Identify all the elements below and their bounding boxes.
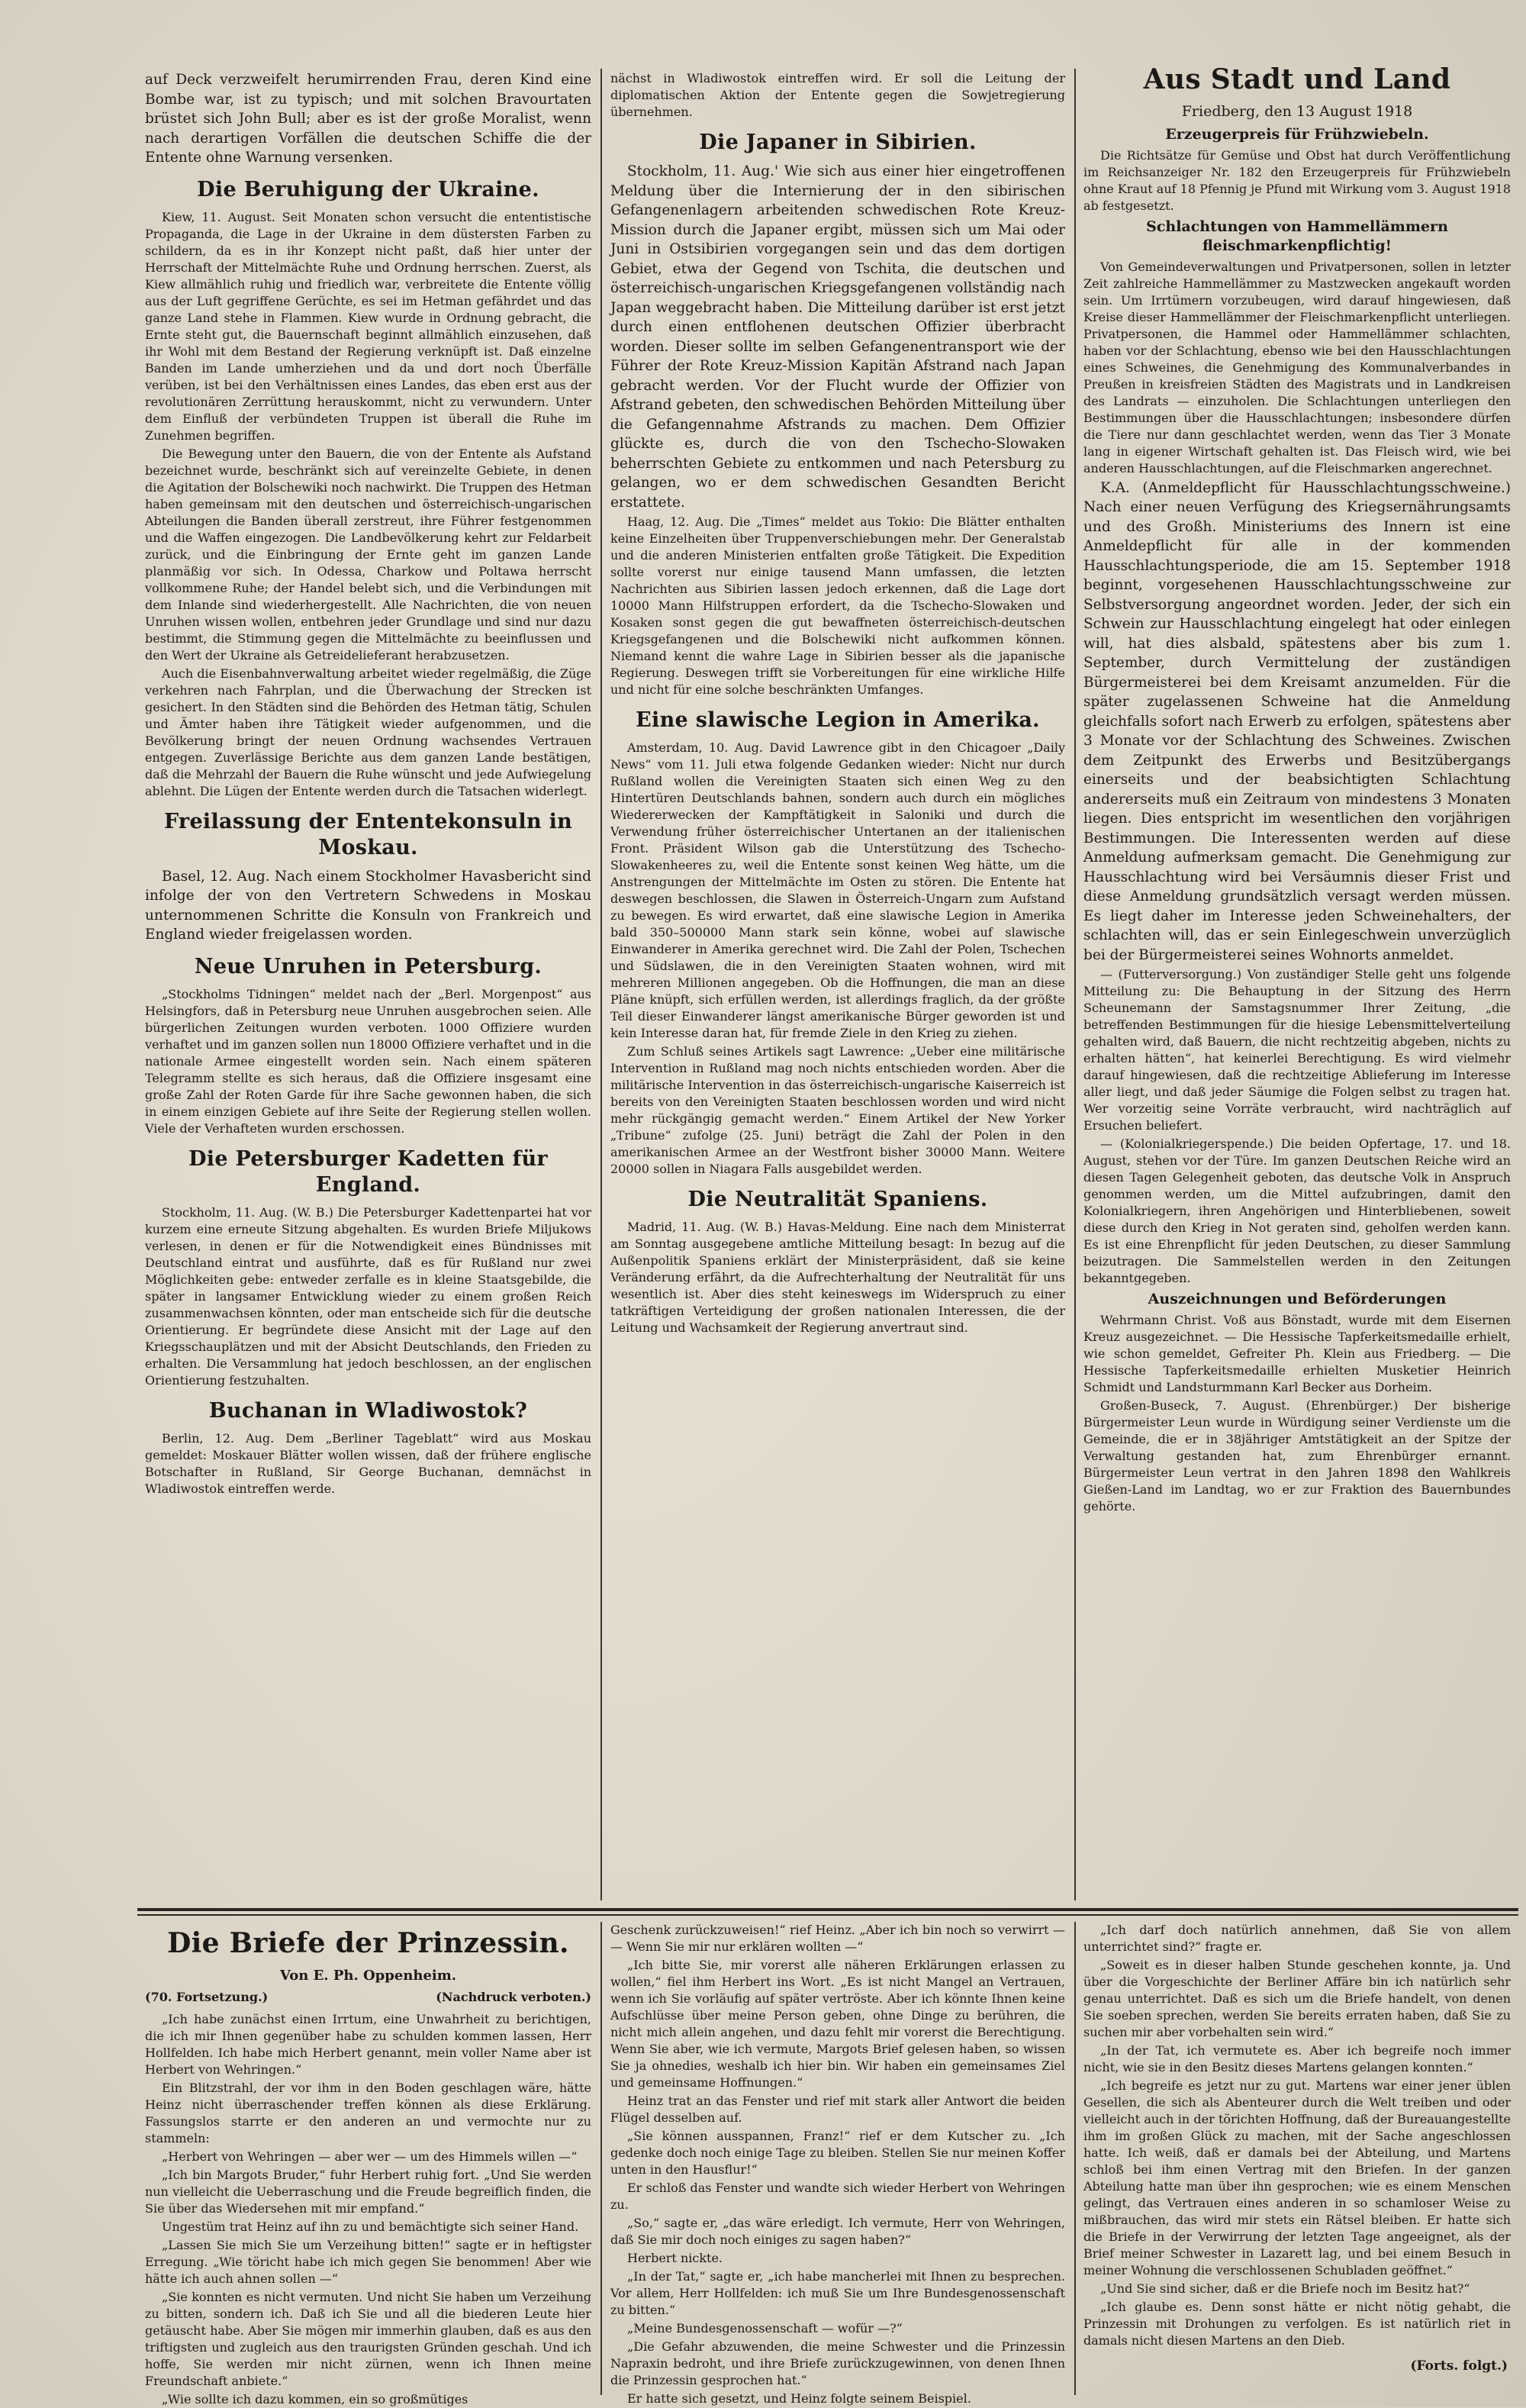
section-subheadline: Erzeugerpreis für Frühzwiebeln. bbox=[1165, 125, 1429, 143]
serial-paragraph: „So,“ sagte er, „das wäre erledigt. Ich vermute, Herr von Wehringen, daß Sie mir doch noch einiges zu sagen haben?“ bbox=[610, 2216, 1065, 2247]
article-paragraph: Madrid, 11. Aug. (W. B.) Havas-Meldung. Eine nach dem Ministerrat am Sonntag ausgegebene amtliche Mitteilung besagt: In bezug auf die Außenpolitik Spaniens erklärt der Ministerpräsident, daß sie keine Veränderung erfährt, da die Aufrechterhaltung der Neutralität für uns wesentlich ist. Aber dies steht keineswegs im Widerspruch zu einer tatkräftigen Verteidigung der großen nationalen Interessen, die der Leitung und Wachsamkeit der Regierung anvertraut sind. bbox=[610, 1220, 1065, 1335]
serial-column-2 bbox=[610, 1922, 1065, 2406]
article-headline: Die Petersburger Kadetten für England. bbox=[188, 1146, 548, 1197]
article-paragraph: Zum Schluß seines Artikels sagt Lawrence: „Ueber eine militärische Intervention in Rußland mag noch nichts entschieden worden. Aber die militärische Intervention in das österreichisch-ungarische Kaiserreich ist bereits von den Vereinigten Staaten beschlossen worden und wird nicht mehr rückgängig gemacht werden.“ Einem Artikel der New Yorker „Tribune“ zufolge (25. Juni) beträgt die Zahl der Polen in den amerikanischen Armee an der Westfront bisher 30000 Mann. Weitere 20000 sollen in Niagara Falls ausgebildet werden. bbox=[610, 1044, 1065, 1176]
serial-paragraph: „Sie konnten es nicht vermuten. Und nicht Sie haben um Verzeihung zu bitten, sondern ich. Daß ich Sie und all die biederen Leute hier getäuscht habe. Aber Sie mögen mir immerhin glauben, daß es aus den triftigsten und zugleich aus den traurigsten Gründen geschah. Und ich hoffe, Sie werden mir nicht zürnen, wenn ich Ihnen meine Freundschaft anbiete.“ bbox=[145, 2290, 591, 2388]
top-column-1 bbox=[145, 70, 591, 1900]
article-headline: Die Japaner in Sibirien. bbox=[699, 131, 977, 154]
serial-paragraph: Heinz trat an das Fenster und rief mit stark aller Antwort die beiden Flügel desselben auf. bbox=[610, 2094, 1065, 2125]
serial-paragraph: „Die Gefahr abzuwenden, die meine Schwester und die Prinzessin Napraxin bedroht, und ihre Briefe zurückzugewinnen, von denen Ihnen die Prinzessin gesprochen hat.“ bbox=[610, 2339, 1065, 2387]
article-paragraph: Haag, 12. Aug. Die „Times“ meldet aus Tokio: Die Blätter enthalten keine Einzelheiten über Truppenverschiebungen mehr. Der Generalstab und die anderen Ministerien entfalten große Tätigkeit. Die Expedition sollte vorerst nur einige tausend Mann umfassen, die letzten Nachrichten aus Sibirien lassen jedoch erkennen, daß die Lage dort 10000 Mann Hilfstruppen erfordert, da die Tschecho-Slowaken und Kosaken sonst gegen die gut bewaffneten österreichisch-deutschen Kriegsgefangenen und die Bolschewiki nicht aufkommen können. Niemand kennt die wahre Lage in Sibirien besser als die japanische Regierung. Deswegen trifft sie Vorbereitungen für eine wirkliche Hilfe und nicht für eine solche beschränkten Umfanges. bbox=[610, 514, 1065, 697]
article-paragraph: Auch die Eisenbahnverwaltung arbeitet wieder regelmäßig, die Züge verkehren nach Fahrplan, und die Überwachung der Strecken ist gesichert. In den Städten sind die Behörden des Hetman tätig, Schulen und Ämter haben ihre Tätigkeit wieder aufgenommen, und die Bevölkerung bringt der neuen Ordnung wachsendes Vertrauen entgegen. Zuverlässige Berichte aus dem ganzen Lande bestätigen, daß die Mehrzahl der Bauern die Ruhe wünscht und jede Aufwiegelung ablehnt. Die Lügen der Entente werden durch die Tatsachen widerlegt. bbox=[145, 666, 591, 798]
article-paragraph: Basel, 12. Aug. Nach einem Stockholmer Havasbericht sind infolge der von den Vertretern Schwedens in Moskau unternommenen Schritte die Konsuln von Frankreich und England wieder freigelassen worden. bbox=[145, 868, 591, 943]
article-headline: Die Neutralität Spaniens. bbox=[687, 1188, 988, 1211]
serial-paragraph: „Wie sollte ich dazu kommen, ein so großmütiges bbox=[162, 2392, 468, 2406]
serial-copyright: (Nachdruck verboten.) bbox=[436, 1989, 591, 2004]
serial-paragraph: „Meine Bundesgenossenschaft — wofür —?“ bbox=[627, 2321, 903, 2335]
serial-column-1 bbox=[145, 1922, 591, 2406]
article-paragraph: Kiew, 11. August. Seit Monaten schon versucht die ententistische Propaganda, die Lage in der Ukraine in dem düstersten Farben zu schildern, da es in ihr Konzept nicht paßt, daß hier unter der Herrschaft der Mittelmächte Ruhe und Ordnung herrschen. Zuerst, als Kiew allmählich ruhig und friedlich war, verbreitete die Entente völlig aus der Luft gegriffene Gerüchte, es sei im Hetman gefährdet und das ganze Land stehe in Flammen. Kiew wurde in Ordnung gebracht, die Ernte steht gut, die Bauernschaft beginnt allmählich einzusehen, daß ihr Wohl mit dem Bestand der Regierung verknüpft ist. Daß einzelne Banden im Lande umherziehen und da und dort noch Überfälle verüben, ist bei den Verhältnissen eines Landes, das eben erst aus der revolutionären Zerrüttung herauskommt, nicht zu verwundern. Unter dem Einfluß der verbündeten Truppen ist überall die Ruhe im Zunehmen begriffen. bbox=[145, 209, 591, 443]
article-paragraph: „Stockholms Tidningen“ meldet nach der „Berl. Morgenpost“ aus Helsingfors, daß in Petersburg neue Unruhen ausgebrochen seien. Alle bürgerlichen Zeitungen wurden verboten. 1000 Offiziere wurden verhaftet und im ganzen sollen nun 18000 Offiziere verhaftet und in die nationale Armee eingestellt worden sein. Nach einem späteren Telegramm stellte es sich heraus, daß die Offiziere insgesamt eine große Zahl der Roten Garde für ihre Sache gewonnen haben, die sich in einem einzigen Gebiete auf ihre Seite der Regierung stellen wollen. Viele der Verhafteten wurden erschossen. bbox=[145, 986, 591, 1136]
serial-text-1 bbox=[145, 2011, 591, 2408]
article-paragraph: Die Bewegung unter den Bauern, die von der Entente als Aufstand bezeichnet wurde, beschränkt sich auf vereinzelte Gebiete, in denen die Agitation der Bolschewiki noch nachwirkt. Die Truppen des Hetman haben gemeinsam mit den deutschen und österreichisch-ungarischen Abteilungen die Banden überall zerstreut, ihre Führer festgenommen und die Waffen eingezogen. Die Landbevölkerung kehrt zur Feldarbeit zurück, und die Einbringung der Ernte geht im ganzen Lande planmäßig vor sich. In Odessa, Charkow und Poltawa herrscht vollkommene Ruhe; der Handel belebt sich, und die Verbindungen mit dem Inlande sind wiederhergestellt. Alle Nachrichten, die von neuen Unruhen wissen wollen, entbehren jeder Grundlage und sind nur dazu bestimmt, die Stimmung gegen die Mittelmächte zu beeinflussen und den Wert der Ukraine als Getreidelieferant herabzusetzen. bbox=[145, 446, 591, 662]
serial-paragraph: „Ich bin Margots Bruder,“ fuhr Herbert ruhig fort. „Und Sie werden nun vielleicht die Ueberraschung und die Freude begreiflich finden, die Sie über das Wiedersehen mit mir empfand.“ bbox=[145, 2168, 591, 2216]
serial-paragraph: Herbert nickte. bbox=[627, 2251, 723, 2265]
serial-installment: (70. Fortsetzung.) bbox=[145, 1989, 269, 2004]
serial-paragraph: „Ich bitte Sie, mir vorerst alle näheren Erklärungen erlassen zu wollen,“ fiel ihm Herbert ins Wort. „Es ist nicht Mangel an Vertrauen, wenn ich Sie vorläufig auf später vertröste. Aber ich könnte Ihnen keine Aufschlüsse über meine Person geben, ohne Dinge zu berühren, die nicht mich allein angehen, und dazu fehlt mir vorerst die Berechtigung. Wenn Sie aber, wie ich vermute, Margots Brief gelesen haben, so wissen Sie ja ohnedies, weshalb ich hier bin. Wir haben ein gemeinsames Ziel und gemeinsame Hoffnungen.“ bbox=[610, 1958, 1065, 2090]
serial-paragraph: Ungestüm trat Heinz auf ihn zu und bemächtigte sich seiner Hand. bbox=[162, 2219, 579, 2234]
serial-title: Die Briefe der Prinzessin. bbox=[167, 1927, 569, 1959]
serial-paragraph: „In der Tat, ich vermutete es. Aber ich begreife noch immer nicht, wie sie in den Besitz dieses Martens gelangen konnten.“ bbox=[1083, 2043, 1511, 2074]
serial-paragraph: Er schloß das Fenster und wandte sich wieder Herbert von Wehringen zu. bbox=[610, 2181, 1065, 2212]
article-paragraph: auf Deck verzweifelt herumirrenden Frau, deren Kind eine Bombe war, ist zu typisch; und mit solchen Bravourtaten brüstet sich John Bull; aber es ist der große Moralist, wenn nach derartigen Vorfällen die deutschen Schiffe die der Entente ohne Warnung versenken. bbox=[145, 72, 591, 166]
feuilleton-separator bbox=[137, 1908, 1518, 1911]
article-paragraph: Von Gemeindeverwaltungen und Privatpersonen, sollen in letzter Zeit zahlreiche Hammellämmer zu Mastzwecken angekauft worden sein. Um Irrtümern vorzubeugen, wird darauf hingewiesen, daß Kreise dieser Hammellämmer der Fleischmarkenpflicht unterliegen. Privatpersonen, die Hammel oder Hammellämmer schlachten, haben vor der Schlachtung, ebenso wie bei den Hausschlachtungen eines Schweines, die Genehmigung des Kommunalverbandes in Preußen in kreisfreien Städten des Magistrats und in Landkreisen des Landrats — einzuholen. Die Schlachtungen unterliegen den Bestimmungen über die Hausschlachtungen; insbesondere dürfen die Tiere nur dann geschlachtet werden, wenn das Tier 3 Monate lang in eigener Wirtschaft gehalten ist. Das Fleisch wird, wie bei anderen Hausschlachtungen, auf die Fleischmarken angerechnet. bbox=[1083, 259, 1511, 475]
serial-meta-row bbox=[145, 1987, 591, 2007]
column-rule-top-2 bbox=[1074, 69, 1076, 1900]
article-paragraph: Berlin, 12. Aug. Dem „Berliner Tageblatt“ wird aus Moskau gemeldet: Moskauer Blätter wollen wissen, daß der frühere englische Botschafter in Rußland, Sir George Buchanan, demnächst in Wladiwostok eintreffen werde. bbox=[145, 1430, 591, 1496]
article-paragraph: Stockholm, 11. Aug. (W. B.) Die Petersburger Kadettenpartei hat vor kurzem eine erneute Sitzung abgehalten. Es wurden Briefe Miljukows verlesen, in denen er für die Notwendigkeit eines Bündnisses mit Deutschland eintrat und ausführte, daß es für Rußland nur zwei Möglichkeiten gebe: entweder zerfalle es in kleine Staatsgebilde, die später in langsamer Entwicklung wieder zu einem großen Reich zusammenwachsen könnten, oder man entscheide sich für die deutsche Orientierung. Er begründete diese Ansicht mit der Lage auf den Kriegsschauplätzen und mit der Absicht Deutschlands, den Frieden zu erhalten. Die Versammlung hat jedoch beschlossen, an der englischen Orientierung festzuhalten. bbox=[145, 1204, 591, 1388]
top-column-2 bbox=[610, 70, 1065, 1900]
feuilleton-separator-thin bbox=[137, 1914, 1518, 1916]
article-headline: Eine slawische Legion in Amerika. bbox=[636, 708, 1040, 732]
section-subheadline: Auszeichnungen und Beförderungen bbox=[1148, 1291, 1447, 1307]
serial-paragraph: „Ich habe zunächst einen Irrtum, eine Unwahrheit zu berichtigen, die ich mir Ihnen gegenüber habe zu schulden kommen lassen, Herr Hollfelden. Ich habe mich Herbert genannt, mein voller Name aber ist Herbert von Wehringen.“ bbox=[145, 2012, 591, 2077]
serial-paragraph: „Soweit es in dieser halben Stunde geschehen konnte, ja. Und über die Vorgeschichte der Berliner Affäre bin ich natürlich sehr genau unterrichtet. Daß es sich um die Briefe handelt, von denen Sie soeben sprechen, werden Sie bereits erraten haben, daß Sie zu suchen mir aber vorbehalten sein wird.“ bbox=[1083, 1958, 1511, 2039]
article-paragraph: — (Futterversorgung.) Von zuständiger Stelle geht uns folgende Mitteilung zu: Die Behauptung in der Sitzung des Herrn Scheunemann der Samstagsnummer Ihrer Zeitung, „die betreffenden Bestimmungen für die hiesige Lebensmittelverteilung gehalten wird, daß Bauern, die nicht rechtzeitig abgeben, nichts zu erhalten hätten“, hat keinerlei Berechtigung. Es wird vielmehr darauf hingewiesen, daß die rechtzeitige Ablieferung im Interesse aller liegt, und daß jeder Säumige die Folgen selbst zu tragen hat. Wer vorzeitig seine Vorräte verbraucht, wird nachträglich auf Ersuchen beliefert. bbox=[1083, 967, 1511, 1133]
serial-paragraph: Ein Blitzstrahl, der vor ihm in den Boden geschlagen wäre, hätte Heinz nicht überraschender treffen können als diese Erklärung. Fassungslos starrte er den anderen an und vermochte nur zu stammeln: bbox=[145, 2081, 591, 2145]
serial-continued-note: (Forts. folgt.) bbox=[1410, 2358, 1508, 2374]
serial-paragraph: „Herbert von Wehringen — aber wer — um des Himmels willen —“ bbox=[162, 2149, 578, 2164]
column-rule-serial-1 bbox=[600, 1922, 602, 2395]
article-headline: Die Beruhigung der Ukraine. bbox=[197, 177, 539, 201]
article-headline: Freilassung der Ententekonsuln in Moskau. bbox=[163, 809, 573, 859]
article-headline: Buchanan in Wladiwostok? bbox=[208, 1398, 528, 1423]
article-paragraph: K.A. (Anmeldepflicht für Hausschlachtungsschweine.) Nach einer neuen Verfügung des Kriegsernährungsamts und des Großh. Ministeriums des Innern ist eine Anmeldepflicht für alle in der kommenden Hausschlachtungsperiode, die am 15. September 1918 beginnt, vorgesehenen Hausschlachtungsschweine zur Selbstversorgung angeordnet worden. Jeder, der sich ein Schwein zur Hausschlachtung eingelegt hat oder einlegen will, hat dies alsbald, spätestens aber bis zum 1. September, durch Vermittelung der zuständigen Bürgermeisterei bei dem Kreisamt anzumelden. Für die später zugelassenen Schweine hat die Anmeldung gleichfalls sofort nach Erwerb zu erfolgen, spätestens aber 3 Monate vor der Schlachtung des Schweines. Zwischen dem Zeitpunkt des Erwerbs und Besitzübergangs einerseits und der beabsichtigten Schlachtung andererseits muß ein Zeitraum von mindestens 3 Monaten liegen. Dies entspricht im wesentlichen den vorjährigen Bestimmungen. Die Interessenten werden auf diese Anmeldung aufmerksam gemacht. Die Genehmigung zur Hausschlachtung wird bei Versäumnis dieser Frist und diese Anmeldung grundsätzlich versagt werden müssen. Es liegt daher im Interesse jeden Schweinehalters, der schlachten will, das er sein Einlegeschwein unverzüglich bei der Bürgermeisterei seines Wohnorts anmeldet. bbox=[1083, 479, 1511, 963]
article-paragraph: Amsterdam, 10. Aug. David Lawrence gibt in den Chicagoer „Daily News“ vom 11. Juli etwa folgende Gedanken wieder: Nicht nur durch Rußland wollen die Vereinigten Staaten sich einen Weg zu den Hintertüren Deutschlands bahnen, sondern auch durch ein mögliches Wiedererwecken der Kampftätigkeit in Saloniki und durch die Verwendung früher österreichischer Untertanen an der italienischen Front. Präsident Wilson gab die Unterstützung des Tschecho-Slowakenheeres zu, weil die Entente sonst keinen Weg hätte, um die Anstrengungen der Mittelmächte im Osten zu stören. Die Entente hat deswegen beschlossen, die Slawen in Österreich-Ungarn zum Aufstand zu bewegen. Es wird erwartet, daß eine slawische Legion in Amerika bald 350–500000 Mann stark sein könne, wobei auf slawische Einwanderer in Amerika gerechnet wird. Die Zahl der Polen, Tschechen und Südslawen, die in den Vereinigten Staaten wohnen, wird mit mehreren Millionen angegeben. Ob die Hoffnungen, die man an diese Pläne knüpft, sich erfüllen werden, ist allerdings fraglich, da der größte Teil dieser Einwanderer längst amerikanische Bürger geworden ist und kein Interesse daran hat, für fremde Ziele in den Krieg zu ziehen. bbox=[610, 740, 1065, 1040]
article-paragraph: Wehrmann Christ. Voß aus Bönstadt, wurde mit dem Eisernen Kreuz ausgezeichnet. — Die Hessische Tapferkeitsmedaille erhielt, wie schon gemeldet, Gefreiter Ph. Klein aus Friedberg. — Die Hessische Tapferkeitsmedaille erhielten Musketier Heinrich Schmidt und Landsturmmann Karl Becker aus Dorheim. bbox=[1083, 1313, 1511, 1394]
article-paragraph: nächst in Wladiwostok eintreffen wird. Er soll die Leitung der diplomatischen Aktion der Entente gegen die Sowjetregierung übernehmen. bbox=[610, 71, 1065, 119]
serial-author: Von E. Ph. Oppenheim. bbox=[279, 1968, 457, 1984]
section-subheadline: Schlachtungen von Hammellämmern fleischmarkenpflichtig! bbox=[1146, 218, 1448, 254]
serial-paragraph: „Ich begreife es jetzt nur zu gut. Martens war einer jener üblen Gesellen, die sich als Abenteurer durch die Welt treiben und oder vielleicht auch in der törichten Hoffnung, daß der Bureauangestellte ihm im großen Glück zu machen, mit der Sache angeschlossen hatte. Ich weiß, daß er damals bei der Abteilung, und Martens schloß bei ihm einen Vertrag mit den Briefen. In der ganzen Abteilung hatte man über ihn gesprochen; wie es einem Menschen gelingt, das Vertrauen eines anderen in so schamloser Weise zu mißbrauchen, das wird mir stets ein Rätsel bleiben. Er hatte sich die Briefe in der Verwirrung der letzten Tage angeeignet, als der Brief meiner Schwester in Lazarett lag, und bei einem Besuch in meiner Wohnung die verschlossenen Schubladen geöffnet.“ bbox=[1083, 2078, 1511, 2277]
article-headline: Neue Unruhen in Petersburg. bbox=[194, 954, 542, 978]
column-rule-top-1 bbox=[600, 69, 602, 1900]
serial-paragraph: Er hatte sich gesetzt, und Heinz folgte seinem Beispiel. bbox=[627, 2391, 971, 2406]
top-column-3 bbox=[1083, 58, 1511, 1900]
serial-column-3 bbox=[1083, 1922, 1511, 2364]
dateline: Friedberg, den 13 August 1918 bbox=[1181, 103, 1413, 120]
serial-paragraph: „Lassen Sie mich Sie um Verzeihung bitten!“ sagte er in heftigster Erregung. „Wie töricht habe ich mich gegen Sie benommen! Aber wie hätte ich auch ahnen sollen —“ bbox=[145, 2238, 591, 2286]
column-rule-serial-2 bbox=[1074, 1922, 1076, 2395]
article-paragraph: — (Kolonialkriegerspende.) Die beiden Opfertage, 17. und 18. August, stehen vor der Türe. Im ganzen Deutschen Reiche wird an diesen Tagen Gelegenheit geboten, das deutsche Volk in Anspruch genommen werden, um die Mittel aufzubringen, damit den Kolonialkriegern, ihren Angehörigen und Hinterbliebenen, soweit diese durch den Krieg in Not geraten sind, geholfen werden kann. Es ist eine Ehrenpflicht für jeden Deutschen, zu dieser Sammlung beizutragen. Die Sammelstellen werden in den Zeitungen bekanntgegeben. bbox=[1083, 1136, 1511, 1285]
serial-paragraph: „Sie können ausspannen, Franz!“ rief er dem Kutscher zu. „Ich gedenke doch noch einige Tage zu bleiben. Stellen Sie nur meinen Koffer unten in den Hausflur!“ bbox=[610, 2129, 1065, 2177]
serial-paragraph: Geschenk zurückzuweisen!“ rief Heinz. „Aber ich bin noch so verwirrt — — Wenn Sie mir nur erklären wollten —“ bbox=[610, 1923, 1065, 1954]
article-headline: Aus Stadt und Land bbox=[1143, 63, 1451, 95]
article-paragraph: Großen-Buseck, 7. August. (Ehrenbürger.) Der bisherige Bürgermeister Leun wurde in Würdigung seiner Verdienste um die Gemeinde, die er in 38jähriger Amtstätigkeit an der Spitze der Verwaltung gestanden hat, zum Ehrenbürger ernannt. Bürgermeister Leun vertrat in den Jahren 1898 den Wahlkreis Gießen-Land im Landtag, wo er zur Fraktion des Bauernbundes gehörte. bbox=[1083, 1398, 1511, 1513]
article-paragraph: Stockholm, 11. Aug.' Wie sich aus einer hier eingetroffenen Meldung über die Internierung der in den sibirischen Gefangenenlagern arbeitenden schwedischen Rote Kreuz-Mission durch die Japaner ergibt, müssen sich um Mai oder Juni in Ostsibirien vorgegangen sein und das dem dortigen Gebiet, etwa der Gegend von Tschita, die deutschen und österreichisch-ungarischen Kriegsgefangenen vollständig nach Japan weggebracht haben. Die Mitteilung darüber ist erst jetzt durch einen entflohenen deutschen Offizier überbracht worden. Dieser sollte im selben Gefangenentransport wie der Führer der Rote Kreuz-Mission Kapitän Afstrand nach Japan gebracht werden. Vor der Flucht wurde der Offizier von Afstrand gebeten, den schwedischen Behörden Mitteilung über die Gefangennahme Afstrands zu machen. Dem Offizier glückte es, durch die von den Tschecho-Slowaken beherrschten Gebiete zu entkommen und nach Petersburg zu gelangen, wo er dem schwedischen Gesandten Bericht erstattete. bbox=[610, 163, 1066, 511]
serial-paragraph: „Ich glaube es. Denn sonst hätte er nicht nötig gehabt, die Prinzessin mit Drohungen zu verfolgen. Es ist natürlich riet in damals nicht diesen Martens an den Dieb. bbox=[1083, 2300, 1511, 2348]
serial-paragraph: „In der Tat,“ sagte er, „ich habe mancherlei mit Ihnen zu besprechen. Vor allem, Herr Hollfelden: ich muß Sie um Ihre Bundesgenossenschaft zu bitten.“ bbox=[610, 2269, 1065, 2317]
serial-paragraph: „Ich darf doch natürlich annehmen, daß Sie von allem unterrichtet sind?“ fragte er. bbox=[1083, 1923, 1511, 1954]
article-paragraph: Die Richtsätze für Gemüse und Obst hat durch Veröffentlichung im Reichsanzeiger Nr. 182 den Erzeugerpreis für Frühzwiebeln ohne Kraut auf 18 Pfennig je Pfund mit Wirkung vom 3. August 1918 ab festgesetzt. bbox=[1083, 147, 1511, 213]
serial-paragraph: „Und Sie sind sicher, daß er die Briefe noch im Besitz hat?“ bbox=[1100, 2281, 1470, 2296]
